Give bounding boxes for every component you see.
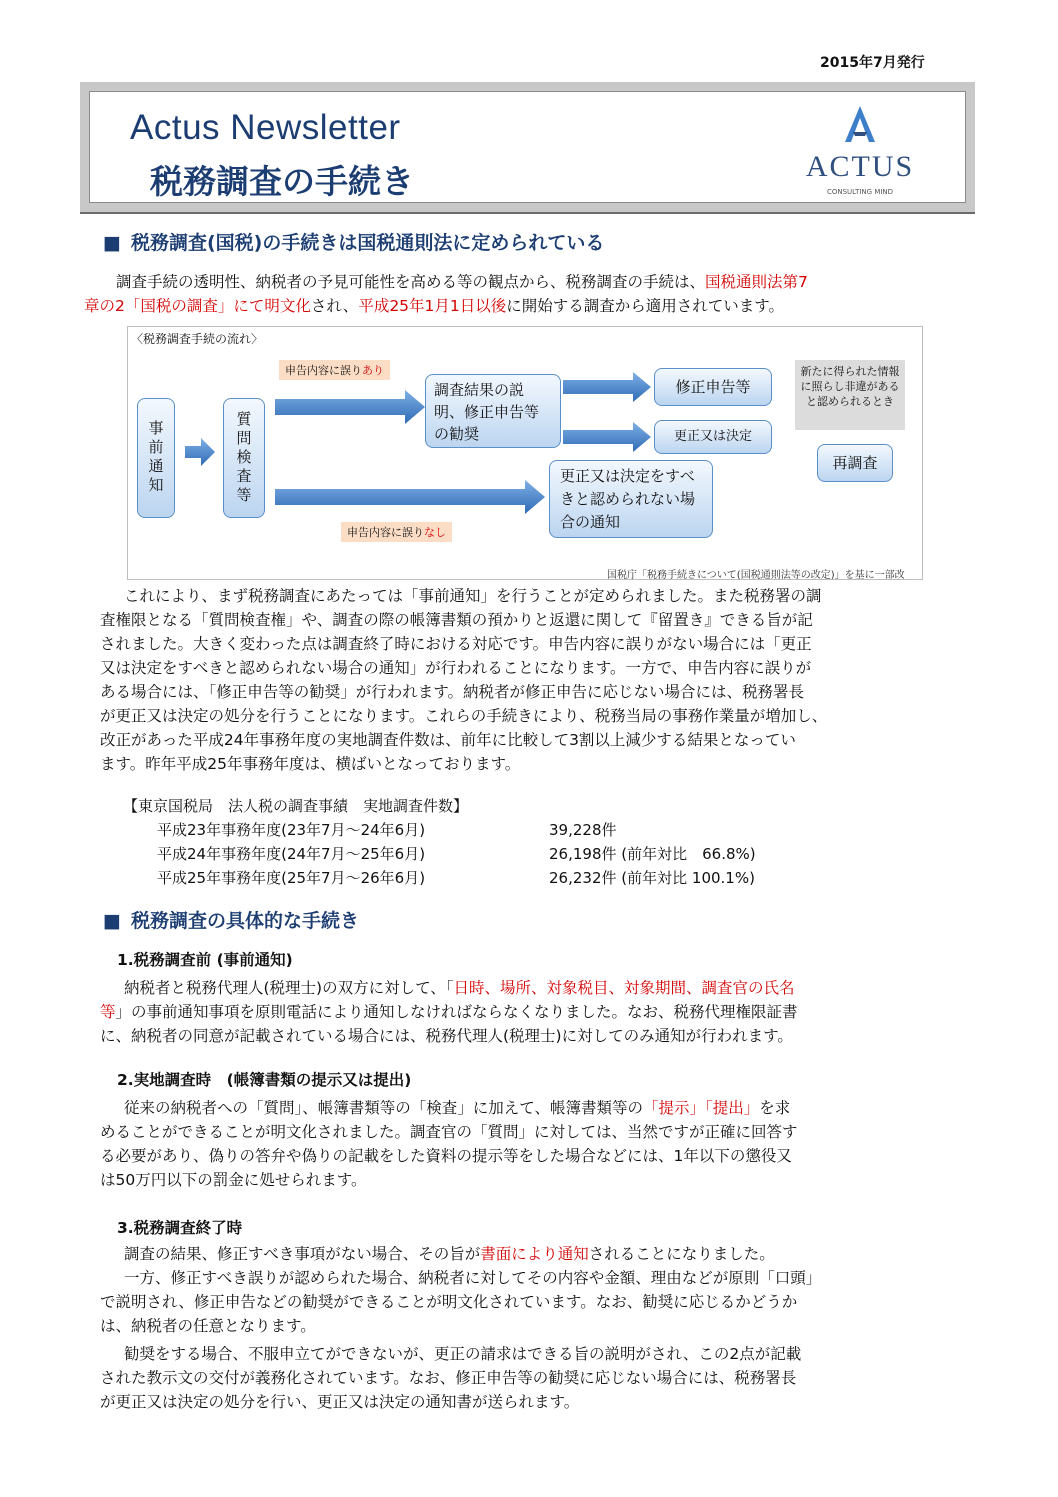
- section-heading-1-text: 税務調査(国税)の手続きは国税通則法に定められている: [130, 232, 605, 254]
- body-line-7: 改正があった平成24年事務年度の実地調査件数は、前年に比較して3割以上減少する結果となってい: [100, 731, 796, 749]
- flow-caption: 〈税務調査手続の流れ〉: [131, 332, 264, 346]
- stats-count: 26,198件: [549, 845, 617, 863]
- s3-text-1: 調査の結果、修正すべき事項がない場合、その旨が: [124, 1245, 481, 1263]
- s3-line-6: された教示文の交付が義務化されています。なお、修正申告等の勧奨に応じない場合には、税務署長: [100, 1369, 797, 1387]
- issue-date: 2015年7月発行: [820, 55, 925, 71]
- flow-label-error-red: あり: [362, 364, 384, 377]
- newsletter-title: Actus Newsletter: [130, 108, 401, 147]
- audit-stats: [123, 794, 756, 890]
- body-line-3: されました。大きく変わった点は調査終了時における対応です。申告内容に誤りがない場合には「更正: [100, 635, 812, 653]
- section-bullet-icon: ■: [103, 232, 121, 254]
- stats-row: [123, 818, 756, 842]
- subsection-1-title: 1.税務調査前 (事前通知): [117, 951, 293, 969]
- s1-text-1: 納税者と税務代理人(税理士)の双方に対して、「: [124, 979, 454, 997]
- newsletter-header: [80, 82, 975, 212]
- flow-label-noerror-text: 申告内容に誤り: [347, 526, 424, 539]
- stats-period: 平成24年事務年度(24年7月～25年6月): [157, 845, 426, 863]
- s2-text-2: を求: [759, 1099, 791, 1117]
- s1-highlight-1: 日時、場所、対象税目、対象期間、調査官の氏名: [453, 979, 795, 997]
- intro-text-2: され、: [310, 297, 359, 315]
- flow-label-error-text: 申告内容に誤り: [285, 364, 362, 377]
- flow-reinvestigation: 再調査: [817, 444, 893, 482]
- flow-label-error-no: [341, 522, 452, 542]
- s3-line-3: で説明され、修正申告などの勧奨ができることが明文化されています。なお、勧奨に応じるかどうか: [100, 1293, 798, 1311]
- intro-text-1: 調査手続の透明性、納税者の予見可能性を高める等の観点から、税務調査の手続は、: [116, 273, 706, 291]
- section-heading-2: [103, 906, 359, 933]
- s3-highlight-1: 書面により通知: [480, 1245, 589, 1263]
- s3-line-7: が更正又は決定の処分を行い、更正又は決定の通知書が送られます。: [100, 1393, 580, 1411]
- header-divider: [80, 212, 975, 214]
- logo-tagline: CONSULTING MIND: [826, 188, 894, 196]
- stats-count: 39,228件: [549, 821, 617, 839]
- s3-text-2: されることになりました。: [588, 1245, 775, 1263]
- flow-inspection: 質問検査等: [223, 398, 265, 518]
- s1-line-3: に、納税者の同意が記載されている場合には、税務代理人(税理士)に対してのみ通知が行われます。: [100, 1027, 793, 1045]
- body-line-1: これにより、まず税務調査にあたっては「事前通知」を行うことが定められました。また税務署の調: [124, 587, 822, 605]
- stats-ratio: (前年対比 100.1%): [621, 869, 755, 887]
- body-paragraph: [100, 584, 960, 776]
- flow-new-info: 新たに得られた情報に照らし非違があると認められるとき: [795, 360, 905, 430]
- actus-logo: [795, 102, 925, 202]
- subsection-2-body: [100, 1096, 960, 1192]
- stats-count: 26,232件: [549, 869, 617, 887]
- s2-line-2: めることができることが明文化されました。調査官の「質問」に対しては、当然ですが正確に回答す: [100, 1123, 798, 1141]
- stats-title: 【東京国税局 法人税の調査事績 実地調査件数】: [123, 797, 469, 815]
- section-heading-2-text: 税務調査の具体的な手続き: [130, 910, 359, 932]
- subsection-3-body: [100, 1242, 960, 1414]
- intro-highlight-2: 章の2「国税の調査」にて明文化: [84, 297, 311, 315]
- s1-text-2: 」の事前通知事項を原則電話により通知しなければならなくなりました。なお、税務代理権限証書: [115, 1003, 798, 1021]
- subsection-1-body: [100, 976, 960, 1048]
- stats-row: [123, 842, 756, 866]
- actus-logo-mark-icon: [795, 102, 925, 148]
- section-heading-1: [103, 228, 604, 255]
- subsection-3-title: 3.税務調査終了時: [117, 1219, 243, 1237]
- logo-wordmark: ACTUS: [805, 150, 915, 183]
- s2-highlight-1: 「提示」「提出」: [642, 1099, 760, 1117]
- intro-highlight-1: 国税通則法第7: [705, 273, 808, 291]
- s1-line-1: [100, 976, 960, 1000]
- intro-highlight-3: 平成25年1月1日以後: [358, 297, 507, 315]
- body-line-8: ます。昨年平成25年事務年度は、横ばいとなっております。: [100, 755, 521, 773]
- s2-text-1: 従来の納税者への「質問」、帳簿書類等の「検査」に加えて、帳簿書類等の: [124, 1099, 643, 1117]
- s1-line-2: [100, 1000, 960, 1024]
- body-line-2: 査権限となる「質問検査権」や、調査の際の帳簿書類の預かりと返還に関して『留置き』できる旨が記: [100, 611, 813, 629]
- body-line-4: 又は決定をすべきと認められない場合の通知」が行われることになります。一方で、申告内容に誤りが: [100, 659, 812, 677]
- flow-correction: 更正又は決定: [654, 420, 772, 454]
- body-line-5: ある場合には、「修正申告等の勧奨」が行われます。納税者が修正申告に応じない場合には、税務署長: [100, 683, 805, 701]
- s2-line-3: る必要があり、偽りの答弁や偽りの記載をした資料の提示等をした場合などには、1年以下の懲役又: [100, 1147, 792, 1165]
- intro-paragraph: [84, 270, 960, 318]
- flow-source: 国税庁「税務手続きについて(国税通則法等の改定)」を基に一部改: [607, 570, 905, 581]
- s3-line-5: 勧奨をする場合、不服申立てができないが、更正の請求はできる旨の説明がされ、この2点が記載: [124, 1345, 802, 1363]
- stats-period: 平成23年事務年度(23年7月～24年6月): [157, 821, 426, 839]
- s2-line-1: [100, 1096, 960, 1120]
- stats-period: 平成25年事務年度(25年7月～26年6月): [157, 869, 426, 887]
- flow-explain: 調査結果の説明、修正申告等の勧奨: [425, 374, 561, 448]
- s3-line-4: は、納税者の任意となります。: [100, 1317, 316, 1335]
- body-line-6: が更正又は決定の処分を行うことになります。これらの手続きにより、税務当局の事務作業量が増加し、: [100, 707, 828, 725]
- s1-highlight-2: 等: [100, 1003, 116, 1021]
- flow-label-error-yes: [279, 360, 390, 380]
- s3-line-1: [100, 1242, 960, 1266]
- flow-no-correction: 更正又は決定をすべきと認められない場合の通知: [549, 460, 713, 538]
- intro-text-3: に開始する調査から適用されています。: [506, 297, 785, 315]
- s2-line-4: は50万円以下の罰金に処せられます。: [100, 1171, 367, 1189]
- flow-amend: 修正申告等: [654, 368, 772, 406]
- s3-line-2: 一方、修正すべき誤りが認められた場合、納税者に対してその内容や金額、理由などが原則「口頭」: [124, 1269, 822, 1287]
- stats-ratio: (前年対比 66.8%): [621, 845, 756, 863]
- tax-audit-flow-diagram: [127, 326, 923, 580]
- stats-row: [123, 866, 756, 890]
- section-bullet-icon: ■: [103, 910, 121, 932]
- flow-label-noerror-red: なし: [424, 526, 446, 539]
- flow-pre-notice: 事前通知: [137, 398, 175, 518]
- subsection-2-title: 2.実地調査時 (帳簿書類の提示又は提出): [117, 1071, 412, 1089]
- newsletter-subtitle: 税務調査の手続き: [150, 162, 414, 201]
